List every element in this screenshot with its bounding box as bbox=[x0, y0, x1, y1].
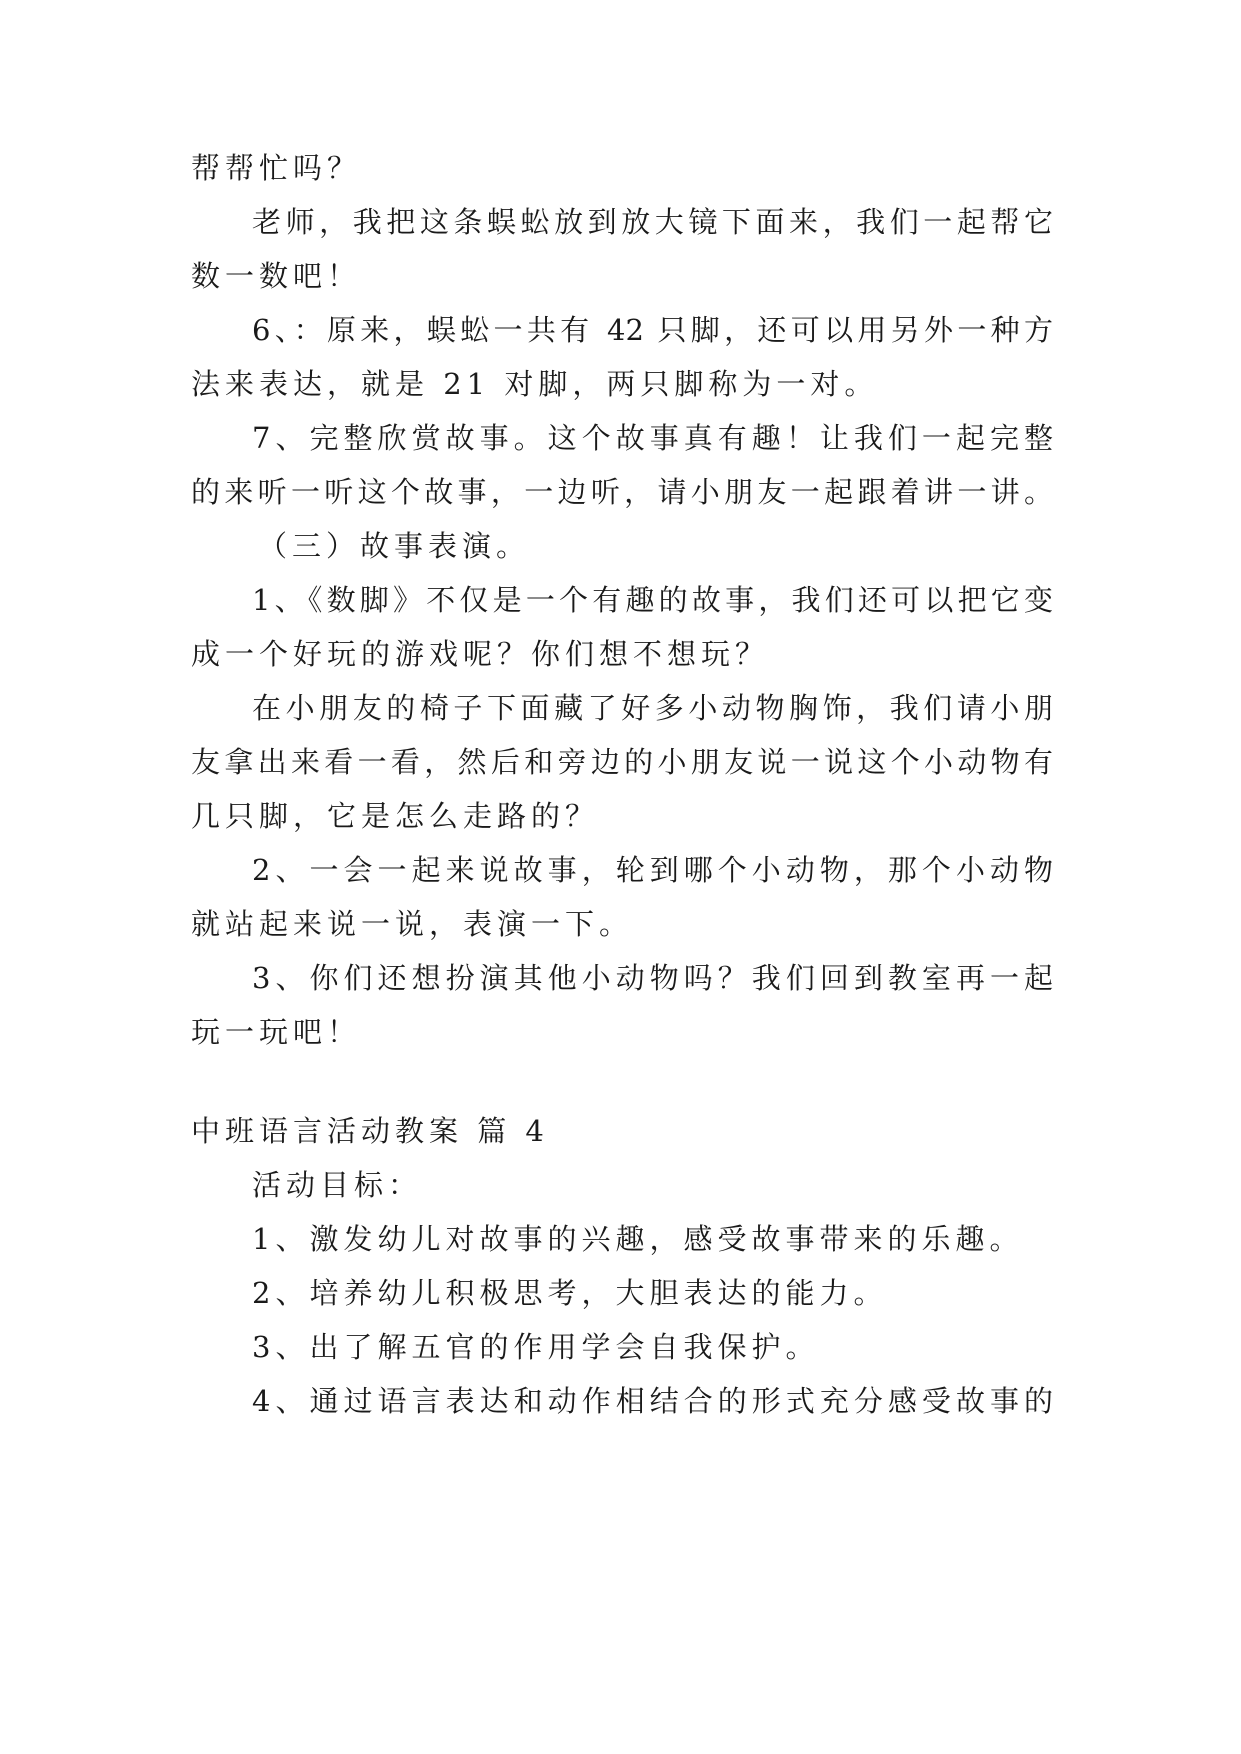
text-line: 3、出了解五官的作用学会自我保护。 bbox=[252, 1330, 820, 1364]
text-line: 2、一会一起来说故事，轮到哪个小动物，那个小动物 bbox=[252, 853, 1053, 887]
text-line: 玩一玩吧！ bbox=[191, 1015, 362, 1049]
section-title: 中班语言活动教案 篇 4 bbox=[191, 1114, 549, 1148]
text-line: 数一数吧！ bbox=[191, 259, 362, 293]
text-line: 3、你们还想扮演其他小动物吗？我们回到教室再一起 bbox=[252, 961, 1053, 995]
text-line: 2、培养幼儿积极思考，大胆表达的能力。 bbox=[252, 1276, 888, 1310]
section-heading: （三）故事表演。 bbox=[258, 529, 531, 563]
text-line: 法来表达，就是 21 对脚，两只脚称为一对。 bbox=[191, 367, 879, 401]
text-line: 几只脚，它是怎么走路的？ bbox=[191, 799, 600, 833]
text-line: 活动目标： bbox=[252, 1168, 423, 1202]
text-line: 4、通过语言表达和动作相结合的形式充分感受故事的 bbox=[252, 1384, 1053, 1418]
text-line: 7、完整欣赏故事。这个故事真有趣！让我们一起完整 bbox=[252, 421, 1053, 455]
text-line: 帮帮忙吗？ bbox=[191, 151, 362, 185]
text-line: 友拿出来看一看，然后和旁边的小朋友说一说这个小动物有 bbox=[191, 745, 1053, 779]
text-line: 老师，我把这条蜈蚣放到放大镜下面来，我们一起帮它 bbox=[252, 205, 1053, 239]
text-line: 1、激发幼儿对故事的兴趣，感受故事带来的乐趣。 bbox=[252, 1222, 1024, 1256]
text-line: 就站起来说一说，表演一下。 bbox=[191, 907, 634, 941]
text-line: 成一个好玩的游戏呢？你们想不想玩？ bbox=[191, 637, 770, 671]
text-line: 6、：原来，蜈蚣一共有 42 只脚，还可以用另外一种方 bbox=[252, 313, 1053, 347]
text-line: 在小朋友的椅子下面藏了好多小动物胸饰，我们请小朋 bbox=[252, 691, 1053, 725]
text-line: 的来听一听这个故事，一边听，请小朋友一起跟着讲一讲。 bbox=[191, 475, 1053, 509]
text-line: 1、《数脚》不仅是一个有趣的故事，我们还可以把它变 bbox=[252, 583, 1053, 617]
